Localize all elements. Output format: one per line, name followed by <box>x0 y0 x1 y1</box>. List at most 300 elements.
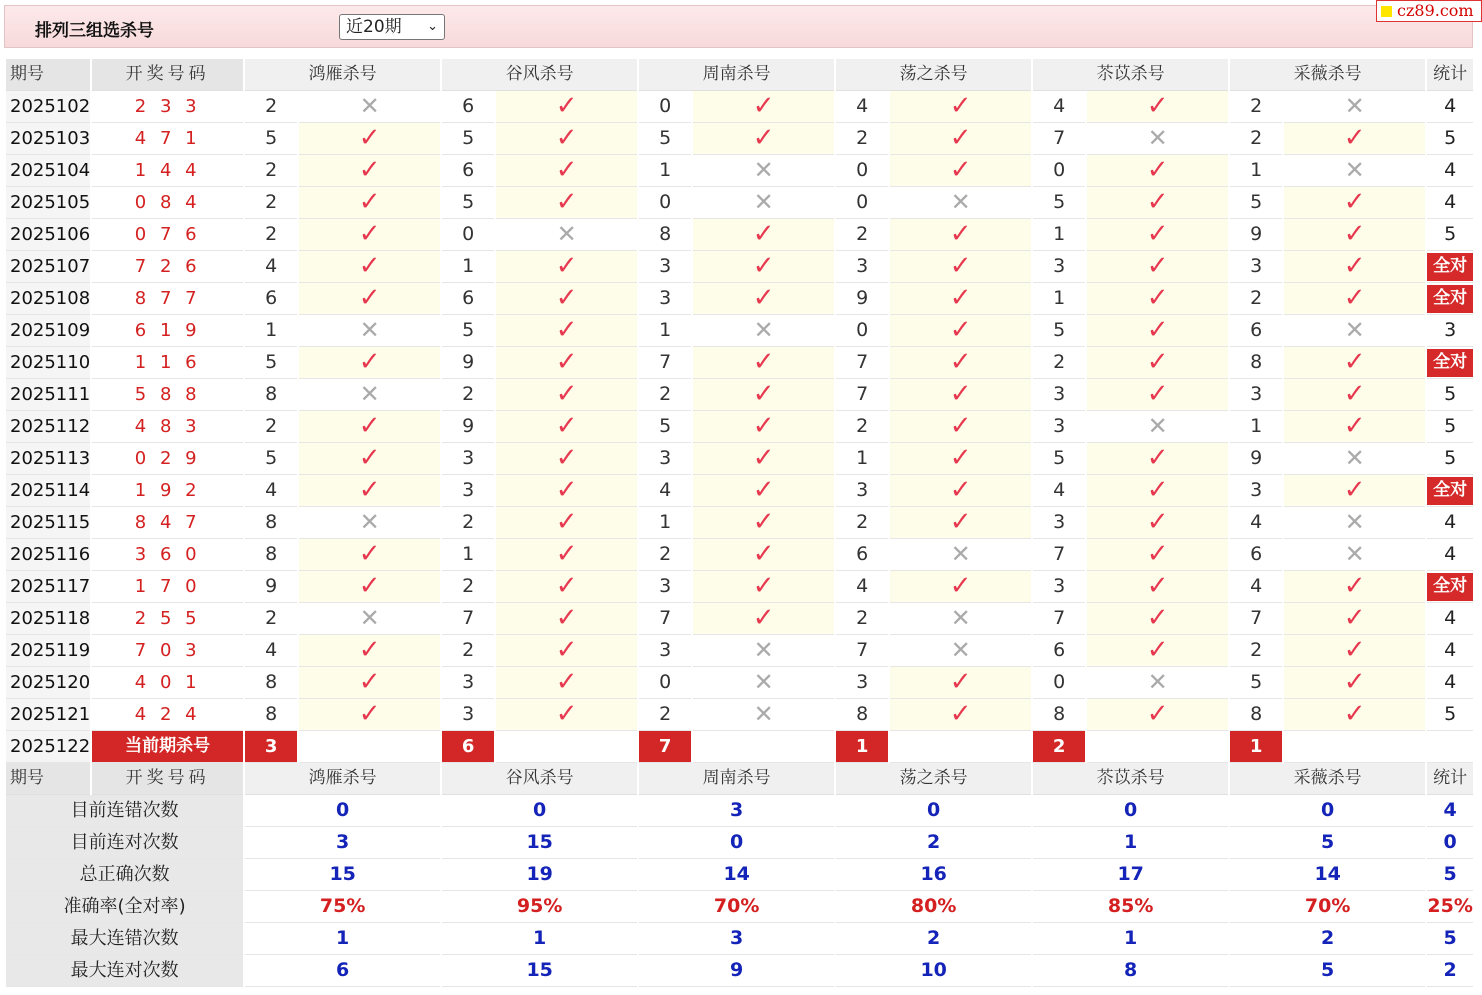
issue-number: 2025110 <box>6 347 90 379</box>
check-icon: ✓ <box>496 123 637 155</box>
draw-number: 7 0 3 <box>92 635 243 667</box>
row-stat: 4 <box>1427 667 1473 699</box>
kill-number: 8 <box>639 219 691 251</box>
kill-number: 3 <box>442 699 494 731</box>
issue-number: 2025112 <box>6 411 90 443</box>
kill-number: 5 <box>1033 315 1085 347</box>
kill-number: 0 <box>442 219 494 251</box>
check-icon: ✓ <box>693 603 834 635</box>
draw-number: 6 1 9 <box>92 315 243 347</box>
summary-value: 2 <box>1230 923 1425 955</box>
check-icon: ✓ <box>890 411 1031 443</box>
header-expert: 荡之杀号 <box>836 763 1031 795</box>
kill-number: 2 <box>442 635 494 667</box>
check-icon: ✓ <box>496 187 637 219</box>
cross-icon: ✕ <box>299 379 440 411</box>
cross-icon: ✕ <box>890 539 1031 571</box>
kill-number: 8 <box>1230 699 1282 731</box>
kill-number: 1 <box>639 507 691 539</box>
summary-value: 0 <box>1033 795 1228 827</box>
check-icon: ✓ <box>693 507 834 539</box>
empty-cell <box>1427 731 1473 763</box>
empty-cell <box>299 731 440 763</box>
kill-number: 7 <box>1033 123 1085 155</box>
header-stat: 统计 <box>1427 59 1473 91</box>
current-kill-number: 1 <box>836 731 888 763</box>
kill-number: 6 <box>1230 315 1282 347</box>
kill-number: 3 <box>1033 379 1085 411</box>
table-row <box>6 699 1473 731</box>
row-stat: 4 <box>1427 155 1473 187</box>
table-row <box>6 123 1473 155</box>
kill-number: 2 <box>639 539 691 571</box>
draw-number: 8 4 7 <box>92 507 243 539</box>
table-row <box>6 411 1473 443</box>
draw-number: 4 0 1 <box>92 667 243 699</box>
kill-number: 7 <box>1033 539 1085 571</box>
kill-number: 5 <box>442 123 494 155</box>
table-row <box>6 475 1473 507</box>
kill-number: 4 <box>1033 91 1085 123</box>
site-logo[interactable] <box>1376 0 1482 22</box>
kill-number: 0 <box>1033 155 1085 187</box>
kill-number: 4 <box>639 475 691 507</box>
check-icon: ✓ <box>496 315 637 347</box>
summary-stat: 25% <box>1427 891 1473 923</box>
row-stat <box>1427 251 1473 283</box>
draw-number: 1 4 4 <box>92 155 243 187</box>
issue-number: 2025111 <box>6 379 90 411</box>
issue-number: 2025108 <box>6 283 90 315</box>
check-icon: ✓ <box>299 219 440 251</box>
kill-number: 6 <box>1230 539 1282 571</box>
check-icon: ✓ <box>1087 187 1228 219</box>
draw-number: 2 3 3 <box>92 91 243 123</box>
row-stat: 4 <box>1427 603 1473 635</box>
summary-value: 0 <box>1230 795 1425 827</box>
kill-number: 0 <box>639 91 691 123</box>
summary-value: 0 <box>836 795 1031 827</box>
issue-number: 2025114 <box>6 475 90 507</box>
header-expert: 周南杀号 <box>639 763 834 795</box>
kill-number: 2 <box>836 123 888 155</box>
table-row <box>6 667 1473 699</box>
check-icon: ✓ <box>1284 347 1425 379</box>
table-row <box>6 219 1473 251</box>
summary-value: 17 <box>1033 859 1228 891</box>
draw-number: 8 7 7 <box>92 283 243 315</box>
kill-number: 8 <box>245 667 297 699</box>
draw-number: 1 9 2 <box>92 475 243 507</box>
check-icon: ✓ <box>1087 443 1228 475</box>
check-icon: ✓ <box>890 347 1031 379</box>
kill-number: 3 <box>1230 475 1282 507</box>
check-icon: ✓ <box>1284 603 1425 635</box>
kill-number: 7 <box>836 347 888 379</box>
row-stat: 4 <box>1427 635 1473 667</box>
check-icon: ✓ <box>1284 219 1425 251</box>
summary-row <box>6 891 1473 923</box>
draw-number: 0 8 4 <box>92 187 243 219</box>
check-icon: ✓ <box>693 91 834 123</box>
kill-number: 4 <box>245 251 297 283</box>
kill-number: 6 <box>245 283 297 315</box>
logo-text: cz89.com <box>1397 1 1474 20</box>
kill-number: 2 <box>245 411 297 443</box>
kill-number: 2 <box>1230 91 1282 123</box>
check-icon: ✓ <box>299 571 440 603</box>
issue-number: 2025122 <box>6 731 90 763</box>
table-row <box>6 571 1473 603</box>
summary-label: 最大连对次数 <box>6 955 243 987</box>
cross-icon: ✕ <box>1087 667 1228 699</box>
check-icon: ✓ <box>890 571 1031 603</box>
table-header-row <box>6 59 1473 91</box>
cross-icon: ✕ <box>693 667 834 699</box>
table-row <box>6 283 1473 315</box>
kill-number: 3 <box>639 635 691 667</box>
header-expert: 谷风杀号 <box>442 763 637 795</box>
summary-value: 80% <box>836 891 1031 923</box>
kill-number: 5 <box>245 123 297 155</box>
kill-number: 3 <box>639 571 691 603</box>
row-stat: 5 <box>1427 443 1473 475</box>
cross-icon: ✕ <box>299 603 440 635</box>
summary-value: 5 <box>1230 955 1425 987</box>
check-icon: ✓ <box>693 379 834 411</box>
table-row <box>6 507 1473 539</box>
kill-number: 2 <box>245 91 297 123</box>
row-stat: 4 <box>1427 91 1473 123</box>
check-icon: ✓ <box>1284 411 1425 443</box>
cross-icon: ✕ <box>299 507 440 539</box>
kill-number: 3 <box>836 475 888 507</box>
summary-row <box>6 827 1473 859</box>
row-stat <box>1427 571 1473 603</box>
kill-number: 4 <box>245 475 297 507</box>
check-icon: ✓ <box>1087 507 1228 539</box>
table-row <box>6 379 1473 411</box>
kill-number: 3 <box>442 667 494 699</box>
header-expert: 荡之杀号 <box>836 59 1031 91</box>
kill-number: 2 <box>1230 635 1282 667</box>
check-icon: ✓ <box>299 187 440 219</box>
current-period-row <box>6 731 1473 763</box>
summary-stat: 5 <box>1427 923 1473 955</box>
kill-number: 3 <box>1033 411 1085 443</box>
kill-number: 2 <box>1230 283 1282 315</box>
table-row <box>6 635 1473 667</box>
check-icon: ✓ <box>496 539 637 571</box>
check-icon: ✓ <box>1284 123 1425 155</box>
summary-value: 15 <box>442 955 637 987</box>
table-row <box>6 91 1473 123</box>
summary-value: 3 <box>245 827 440 859</box>
check-icon: ✓ <box>693 411 834 443</box>
kill-number: 9 <box>1230 443 1282 475</box>
summary-value: 70% <box>639 891 834 923</box>
all-correct-badge: 全对 <box>1427 573 1473 601</box>
all-correct-badge: 全对 <box>1427 253 1473 281</box>
kill-number: 7 <box>639 347 691 379</box>
check-icon: ✓ <box>1087 251 1228 283</box>
cross-icon: ✕ <box>299 91 440 123</box>
summary-value: 6 <box>245 955 440 987</box>
summary-value: 2 <box>836 923 1031 955</box>
check-icon: ✓ <box>496 379 637 411</box>
cross-icon: ✕ <box>693 155 834 187</box>
kill-number: 7 <box>639 603 691 635</box>
issue-number: 2025118 <box>6 603 90 635</box>
empty-cell <box>1284 731 1425 763</box>
check-icon: ✓ <box>1087 315 1228 347</box>
current-kill-number: 3 <box>245 731 297 763</box>
check-icon: ✓ <box>299 155 440 187</box>
check-icon: ✓ <box>299 283 440 315</box>
summary-value: 8 <box>1033 955 1228 987</box>
check-icon: ✓ <box>1087 635 1228 667</box>
kill-number: 5 <box>1230 667 1282 699</box>
summary-value: 1 <box>245 923 440 955</box>
check-icon: ✓ <box>1284 571 1425 603</box>
issue-number: 2025121 <box>6 699 90 731</box>
check-icon: ✓ <box>496 603 637 635</box>
kill-number: 5 <box>639 123 691 155</box>
kill-number: 2 <box>836 411 888 443</box>
summary-row <box>6 795 1473 827</box>
summary-value: 95% <box>442 891 637 923</box>
cross-icon: ✕ <box>1087 411 1228 443</box>
issue-number: 2025104 <box>6 155 90 187</box>
check-icon: ✓ <box>1087 91 1228 123</box>
check-icon: ✓ <box>890 315 1031 347</box>
row-stat: 5 <box>1427 219 1473 251</box>
empty-cell <box>693 731 834 763</box>
summary-label: 准确率(全对率) <box>6 891 243 923</box>
kill-number: 2 <box>836 603 888 635</box>
summary-value: 16 <box>836 859 1031 891</box>
kill-number: 6 <box>442 155 494 187</box>
check-icon: ✓ <box>890 155 1031 187</box>
check-icon: ✓ <box>1087 155 1228 187</box>
all-correct-badge: 全对 <box>1427 349 1473 377</box>
check-icon: ✓ <box>1284 667 1425 699</box>
check-icon: ✓ <box>890 667 1031 699</box>
check-icon: ✓ <box>299 699 440 731</box>
current-kill-number: 7 <box>639 731 691 763</box>
summary-value: 0 <box>639 827 834 859</box>
empty-cell <box>1087 731 1228 763</box>
issue-number: 2025119 <box>6 635 90 667</box>
summary-value: 0 <box>442 795 637 827</box>
draw-number: 0 7 6 <box>92 219 243 251</box>
cross-icon: ✕ <box>1284 155 1425 187</box>
kill-number: 2 <box>245 603 297 635</box>
table-row <box>6 155 1473 187</box>
check-icon: ✓ <box>1087 283 1228 315</box>
check-icon: ✓ <box>299 123 440 155</box>
kill-number: 9 <box>442 411 494 443</box>
row-stat: 5 <box>1427 123 1473 155</box>
summary-label: 最大连错次数 <box>6 923 243 955</box>
check-icon: ✓ <box>693 123 834 155</box>
draw-number: 4 7 1 <box>92 123 243 155</box>
kill-number: 1 <box>442 539 494 571</box>
header-issue: 期号 <box>6 59 90 91</box>
draw-number: 4 2 4 <box>92 699 243 731</box>
summary-value: 5 <box>1230 827 1425 859</box>
table-row <box>6 443 1473 475</box>
draw-number: 5 8 8 <box>92 379 243 411</box>
summary-header-row <box>6 763 1473 795</box>
header-expert: 采薇杀号 <box>1230 59 1425 91</box>
kill-number: 4 <box>1033 475 1085 507</box>
row-stat: 4 <box>1427 539 1473 571</box>
kill-number: 5 <box>639 411 691 443</box>
cross-icon: ✕ <box>693 699 834 731</box>
check-icon: ✓ <box>496 475 637 507</box>
check-icon: ✓ <box>1087 219 1228 251</box>
summary-value: 3 <box>639 923 834 955</box>
kill-number: 3 <box>1230 251 1282 283</box>
kill-number: 3 <box>1033 251 1085 283</box>
kill-number: 5 <box>245 347 297 379</box>
check-icon: ✓ <box>299 635 440 667</box>
kill-number: 3 <box>639 443 691 475</box>
check-icon: ✓ <box>890 91 1031 123</box>
header-issue: 期号 <box>6 763 90 795</box>
kill-number: 6 <box>1033 635 1085 667</box>
kill-number: 2 <box>836 507 888 539</box>
issue-number: 2025109 <box>6 315 90 347</box>
kill-number: 7 <box>442 603 494 635</box>
logo-square-icon <box>1381 6 1392 17</box>
page-title: 排列三组选杀号 <box>35 21 154 41</box>
row-stat <box>1427 283 1473 315</box>
summary-value: 19 <box>442 859 637 891</box>
kill-number: 2 <box>245 187 297 219</box>
kill-number: 5 <box>245 443 297 475</box>
draw-number: 4 8 3 <box>92 411 243 443</box>
check-icon: ✓ <box>496 347 637 379</box>
kill-number: 8 <box>245 379 297 411</box>
kill-number: 3 <box>442 475 494 507</box>
issue-number: 2025102 <box>6 91 90 123</box>
kill-number: 1 <box>639 155 691 187</box>
check-icon: ✓ <box>496 443 637 475</box>
summary-value: 75% <box>245 891 440 923</box>
cross-icon: ✕ <box>693 187 834 219</box>
draw-number: 0 2 9 <box>92 443 243 475</box>
kill-number: 2 <box>245 219 297 251</box>
check-icon: ✓ <box>693 475 834 507</box>
check-icon: ✓ <box>496 571 637 603</box>
check-icon: ✓ <box>496 251 637 283</box>
check-icon: ✓ <box>299 251 440 283</box>
row-stat: 4 <box>1427 507 1473 539</box>
check-icon: ✓ <box>1087 347 1228 379</box>
kill-number: 9 <box>836 283 888 315</box>
kill-number: 3 <box>442 443 494 475</box>
issue-number: 2025106 <box>6 219 90 251</box>
check-icon: ✓ <box>299 539 440 571</box>
row-stat: 5 <box>1427 411 1473 443</box>
cross-icon: ✕ <box>693 635 834 667</box>
summary-value: 10 <box>836 955 1031 987</box>
table-row <box>6 603 1473 635</box>
kill-number: 2 <box>442 379 494 411</box>
current-kill-number: 2 <box>1033 731 1085 763</box>
kill-number: 2 <box>639 699 691 731</box>
summary-value: 1 <box>1033 827 1228 859</box>
check-icon: ✓ <box>1087 379 1228 411</box>
table-row <box>6 315 1473 347</box>
period-select[interactable] <box>339 14 445 40</box>
check-icon: ✓ <box>1284 699 1425 731</box>
kill-number: 5 <box>1230 187 1282 219</box>
kill-number: 5 <box>1033 443 1085 475</box>
kill-number: 8 <box>836 699 888 731</box>
check-icon: ✓ <box>693 347 834 379</box>
kill-number: 3 <box>836 251 888 283</box>
chevron-down-icon: ⌄ <box>427 19 438 34</box>
draw-number: 1 1 6 <box>92 347 243 379</box>
check-icon: ✓ <box>496 91 637 123</box>
check-icon: ✓ <box>693 283 834 315</box>
kill-number: 8 <box>1033 699 1085 731</box>
kill-number: 3 <box>639 251 691 283</box>
kill-number: 6 <box>442 283 494 315</box>
check-icon: ✓ <box>890 699 1031 731</box>
cross-icon: ✕ <box>1284 539 1425 571</box>
kill-number: 1 <box>1033 283 1085 315</box>
header-expert: 谷风杀号 <box>442 59 637 91</box>
kill-number: 3 <box>1033 507 1085 539</box>
all-correct-badge: 全对 <box>1427 477 1473 505</box>
cross-icon: ✕ <box>693 315 834 347</box>
kill-number: 2 <box>1230 123 1282 155</box>
check-icon: ✓ <box>890 283 1031 315</box>
kill-number: 2 <box>836 219 888 251</box>
kill-number: 3 <box>1033 571 1085 603</box>
summary-row <box>6 955 1473 987</box>
row-stat: 5 <box>1427 699 1473 731</box>
check-icon: ✓ <box>299 347 440 379</box>
row-stat <box>1427 475 1473 507</box>
table-row <box>6 347 1473 379</box>
kill-number: 0 <box>836 187 888 219</box>
table-row <box>6 539 1473 571</box>
summary-value: 9 <box>639 955 834 987</box>
check-icon: ✓ <box>1284 187 1425 219</box>
check-icon: ✓ <box>496 635 637 667</box>
check-icon: ✓ <box>1284 635 1425 667</box>
summary-value: 70% <box>1230 891 1425 923</box>
summary-label: 目前连对次数 <box>6 827 243 859</box>
kill-number: 1 <box>639 315 691 347</box>
header-expert: 采薇杀号 <box>1230 763 1425 795</box>
kill-number: 5 <box>1033 187 1085 219</box>
kill-number: 0 <box>836 155 888 187</box>
draw-number: 1 7 0 <box>92 571 243 603</box>
summary-value: 3 <box>639 795 834 827</box>
summary-value: 14 <box>639 859 834 891</box>
kill-number: 0 <box>1033 667 1085 699</box>
cross-icon: ✕ <box>1087 123 1228 155</box>
table-row <box>6 251 1473 283</box>
kill-number: 9 <box>442 347 494 379</box>
kill-number: 1 <box>1230 411 1282 443</box>
